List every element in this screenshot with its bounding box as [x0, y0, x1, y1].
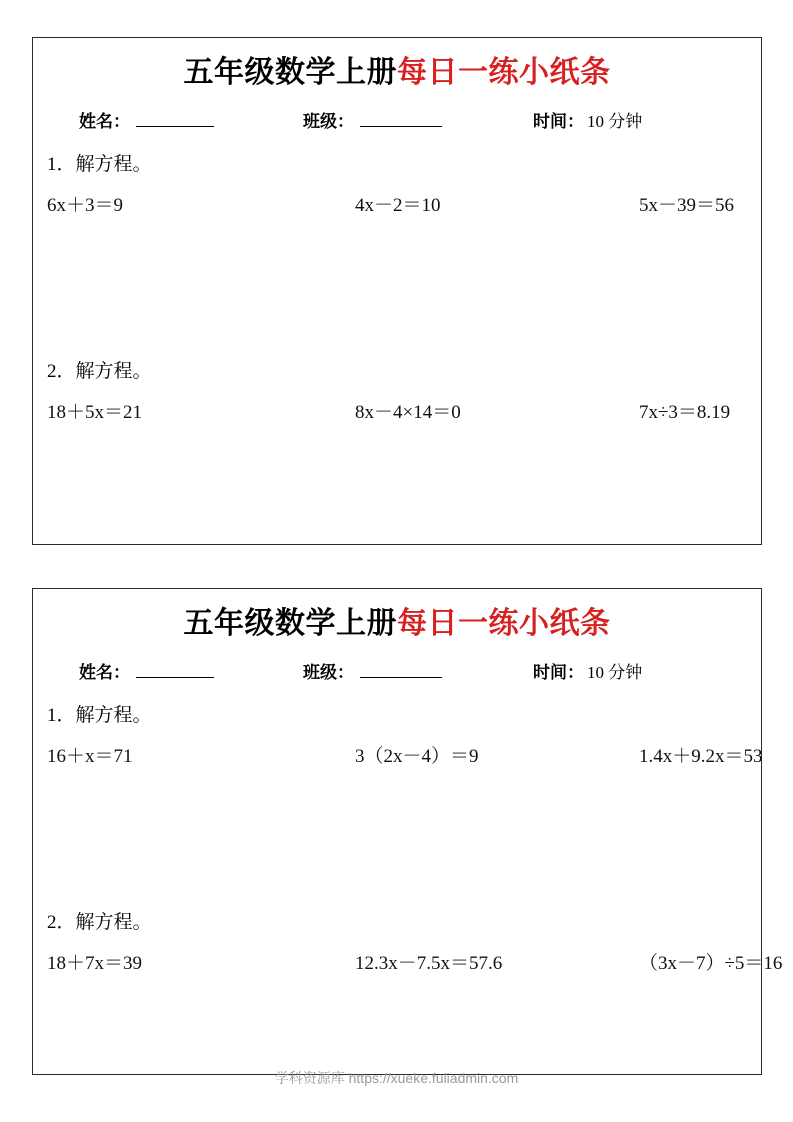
equation: 18＋5x＝21 [47, 401, 143, 423]
worksheet-card-1 [32, 37, 762, 545]
card-2-group-2-answer-space[interactable] [47, 982, 761, 1060]
card-2-class-field[interactable] [303, 658, 442, 683]
time-label: 时间： [533, 662, 584, 682]
class-label: 班级： [303, 111, 354, 131]
time-value: 10 分钟 [587, 662, 643, 682]
card-2-title-black: 五年级数学上册 [183, 607, 397, 640]
equation: （3x－7）÷5＝16 [639, 952, 783, 974]
card-2-info-row [33, 658, 761, 688]
equation: 18＋7x＝39 [47, 952, 143, 974]
name-label: 姓名： [79, 662, 130, 682]
card-1-group-2-equations [47, 397, 761, 431]
time-label: 时间： [533, 111, 584, 131]
name-blank[interactable] [136, 126, 214, 127]
card-2-name-field[interactable] [79, 658, 214, 683]
equation: 4x－2＝10 [355, 194, 441, 216]
card-2-group-1-equations [47, 741, 761, 775]
equation: 16＋x＝71 [47, 745, 133, 767]
card-2-question-group-2 [33, 907, 783, 1060]
equation: 8x－4×14＝0 [355, 401, 461, 423]
card-2-group-1-heading: 1．解方程。 [47, 704, 152, 726]
card-1-info-row [33, 107, 761, 137]
card-2-time-field [533, 658, 642, 683]
card-1-title [33, 56, 761, 91]
equation: 5x－39＝56 [639, 194, 735, 216]
equation: 6x＋3＝9 [47, 194, 124, 216]
equation: 1.4x＋9.2x＝53 [639, 745, 763, 767]
equation: 12.3x－7.5x＝57.6 [355, 952, 503, 974]
equation: 3（2x－4）＝9 [355, 745, 479, 767]
worksheet-card-2 [32, 588, 783, 1075]
card-2-question-group-1 [33, 700, 761, 853]
card-2-group-2-heading: 2．解方程。 [47, 911, 152, 933]
card-1-time-field [533, 107, 642, 132]
card-1-question-group-1 [33, 149, 761, 302]
card-1-group-1-equations [47, 190, 761, 224]
card-2-group-2-equations [47, 948, 783, 982]
class-blank[interactable] [360, 677, 442, 678]
card-1-name-field[interactable] [79, 107, 214, 132]
card-1-group-1-heading: 1．解方程。 [47, 153, 152, 175]
card-2-title-red: 每日一练小纸条 [397, 607, 611, 640]
card-1-question-group-2 [33, 356, 761, 509]
class-blank[interactable] [360, 126, 442, 127]
class-label: 班级： [303, 662, 354, 682]
card-1-group-2-heading: 2．解方程。 [47, 360, 152, 382]
time-value: 10 分钟 [587, 111, 643, 131]
equation: 7x÷3＝8.19 [639, 401, 731, 423]
card-2-group-1-answer-space[interactable] [47, 775, 761, 853]
card-1-class-field[interactable] [303, 107, 442, 132]
card-1-group-2-answer-space[interactable] [47, 431, 761, 509]
card-1-group-1-answer-space[interactable] [47, 224, 761, 302]
card-1-title-red: 每日一练小纸条 [397, 56, 611, 89]
card-2-title [33, 607, 761, 642]
footer-watermark: 学科资源库 https://xueke.fuliadmin.com [274, 1070, 519, 1086]
name-label: 姓名： [79, 111, 130, 131]
card-1-title-black: 五年级数学上册 [183, 56, 397, 89]
name-blank[interactable] [136, 677, 214, 678]
